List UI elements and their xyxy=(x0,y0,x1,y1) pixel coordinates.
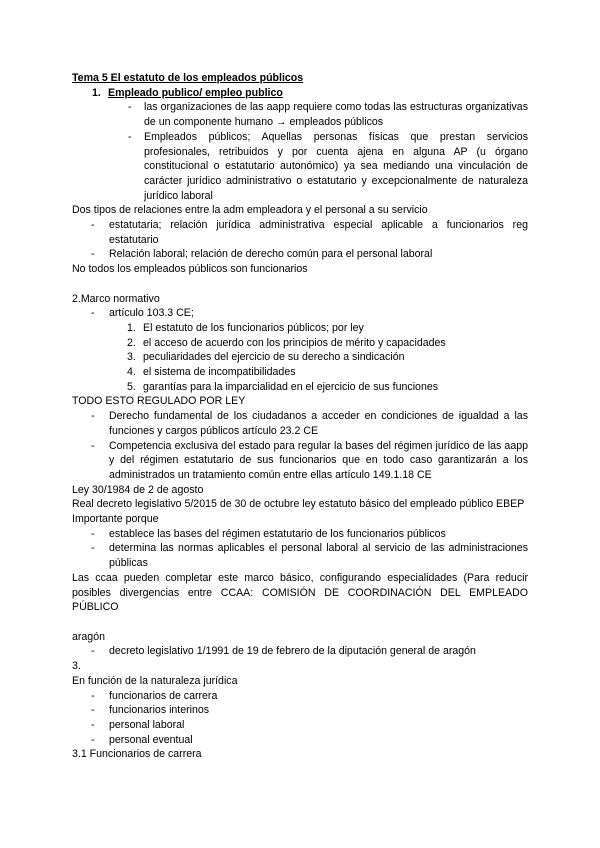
paragraph: Importante porque xyxy=(72,513,159,526)
paragraph: Real decreto legislativo 5/2015 de 30 de octubre ley estatuto básico del empleado público EBEP xyxy=(72,498,525,511)
list-item: - Competencia exclusiva del estado para regular la bases del régimen jurídico de las aapp y del régimen estatutario de sus funcionarios que en todo caso garantizarán a los administrados un tratamiento común entre ellas artículo 149.1.18 CE xyxy=(91,439,528,481)
list-item: - personal eventual xyxy=(91,733,193,746)
section-1-heading xyxy=(92,86,528,101)
section-3-heading: 3. xyxy=(72,660,81,673)
document-title: Tema 5 El estatuto de los empleados públicos xyxy=(72,72,304,84)
paragraph: TODO ESTO REGULADO POR LEY xyxy=(72,395,246,408)
document-page xyxy=(72,71,528,762)
list-item: - personal laboral xyxy=(91,718,185,731)
spacer xyxy=(72,615,528,630)
list-item: - estatutaria; relación jurídica administrativa especial aplicable a funcionarios reg estatutario xyxy=(91,219,528,246)
list-item: - Empleados públicos; Aquellas personas físicas que prestan servicios profesionales, retribuidos y por cuenta ajena en alguna AP (u órgano constitucional o estatutario autonómico) ya sea mediando una vinculación de carácter jurídico administrativo o estatutario y excepcionalmente de naturaleza jurídico laboral xyxy=(128,130,528,202)
list-item: - determina las normas aplicables el personal laboral al servicio de las administraciones públicas xyxy=(91,542,528,570)
paragraph: En función de la naturaleza jurídica xyxy=(72,674,238,687)
numbered-item: 5. garantías para la imparcialidad en el ejercicio de sus funciones xyxy=(127,380,439,393)
numbered-item: 4. el sistema de incompatibilidades xyxy=(127,366,296,379)
paragraph: Dos tipos de relaciones entre la adm empleadora y el personal a su servicio xyxy=(72,204,428,217)
list-item: - las organizaciones de las aapp requiere como todas las estructuras organizativas de un componente humano → empleados públicos xyxy=(128,101,528,129)
spacer xyxy=(72,277,528,292)
paragraph: Ley 30/1984 de 2 de agosto xyxy=(72,483,204,496)
list-item: - decreto legislativo 1/1991 de 19 de febrero de la diputación general de aragón xyxy=(91,645,476,658)
aragon-heading: aragón xyxy=(72,630,105,643)
section-2-heading: 2.Marco normativo xyxy=(72,292,160,305)
list-item: - artículo 103.3 CE; xyxy=(91,307,194,320)
paragraph: Las ccaa pueden completar este marco básico, configurando especialidades (Para reducir posibles divergencias entre CCAA: COMISIÓN DE COORDINACIÓN DEL EMPLEADO PÚBLICO xyxy=(72,571,528,614)
paragraph: No todos los empleados públicos son funcionarios xyxy=(72,263,308,276)
list-item: - funcionarios de carrera xyxy=(91,689,218,702)
numbered-item: 2. el acceso de acuerdo con los principios de mérito y capacidades xyxy=(127,336,446,349)
list-item: - establece las bases del régimen estatutario de los funcionarios públicos xyxy=(91,527,446,540)
list-item: - funcionarios interinos xyxy=(91,704,210,717)
section-1-number: 1. xyxy=(92,86,101,99)
section-1-title: Empleado publico/ empleo publico xyxy=(108,86,283,99)
list-item: - Derecho fundamental de los ciudadanos a acceder en condiciones de igualdad a las funciones y cargos públicos artículo 23.2 CE xyxy=(91,410,528,437)
numbered-item: 3. peculiaridades del ejercicio de su derecho a sindicación xyxy=(127,351,405,364)
list-item: - Relación laboral; relación de derecho común para el personal laboral xyxy=(91,248,433,261)
numbered-item: 1. El estatuto de los funcionarios públicos; por ley xyxy=(127,321,364,334)
subsection-heading: 3.1 Funcionarios de carrera xyxy=(72,748,202,761)
